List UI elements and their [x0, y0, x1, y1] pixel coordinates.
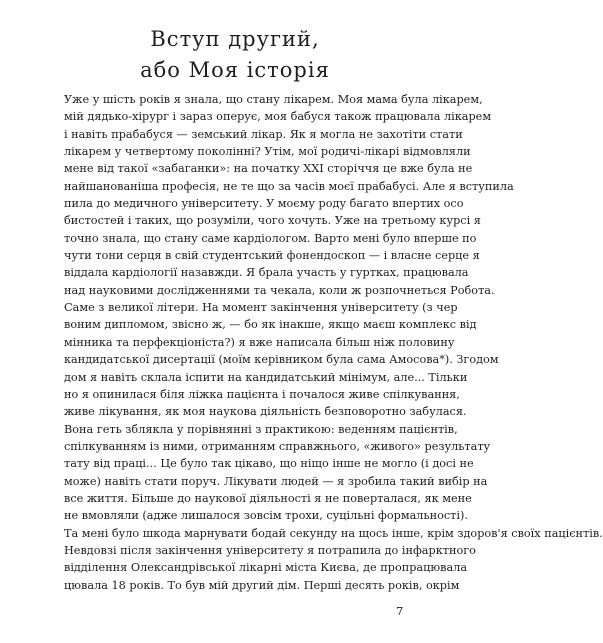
text-line: спілкуванням із ними, отриманням справжнього, «живого» результату	[64, 439, 491, 453]
chapter-title-line-2: або Моя історія	[140, 58, 330, 83]
text-line: бистостей і таких, що розуміли, чого хочуть. Уже на третьому курсі я	[64, 214, 481, 228]
text-line: мене від такої «забаганки»: на початку XXI сторіччя це вже була не	[64, 162, 473, 176]
text-line: Невдовзі після закінчення університету я потрапила до інфарктного	[64, 543, 476, 557]
text-line: мінника та перфекціоніста?) я вже написала більш ніж половину	[64, 335, 455, 349]
text-line: над науковими дослідженнями та чекала, коли ж розпочнеться Робота.	[64, 283, 495, 297]
text-line: Вона геть зблякла у порівнянні з практикою: веденням пацієнтів,	[64, 422, 458, 436]
text-line: дом я навіть склала іспити на кандидатський мінімум, але... Тільки	[64, 370, 468, 384]
text-line: Та мені було шкода марнувати бодай секунду на щось інше, крім здоров'я своїх пацієнтів.	[64, 526, 603, 540]
text-line: точно знала, що стану саме кардіологом. Варто мені було вперше по	[64, 231, 477, 245]
text-line: цювала 18 років. То був мій другий дім. Перші десять років, окрім	[64, 578, 460, 592]
text-line: може) навіть стати поруч. Лікувати людей — я зробила такий вибір на	[64, 474, 488, 488]
chapter-title	[0, 24, 470, 86]
text-line: кандидатської дисертації (моїм керівником була сама Амосова*). Згодом	[64, 353, 499, 367]
page-number: 7	[396, 604, 404, 618]
text-line: не вмовляли (адже лишалося зовсім трохи, суцільні формальності).	[64, 509, 468, 523]
text-line: живе лікування, як моя наукова діяльність безповоротно забулася.	[64, 405, 467, 419]
text-line: чути тони серця в свій студентський фонендоскоп — і власне серце я	[64, 249, 480, 263]
text-line: тату від праці... Це було так цікаво, що ніщо інше не могло (і досі не	[64, 457, 474, 471]
text-line: віддала кардіології назавжди. Я брала участь у гуртках, працювала	[64, 266, 469, 280]
body-text	[64, 91, 603, 594]
chapter-title-line-1: Вступ другий,	[150, 27, 320, 52]
text-line: Саме з великої літери. На момент закінчення університету (з чер	[64, 301, 458, 315]
text-line: найшанованіша професія, не те що за часів моєї прабабусі. Але я вступила	[64, 179, 514, 193]
text-line: пила до медичного університету. У моєму роду багато впертих осо	[64, 197, 464, 211]
text-line: все життя. Більше до наукової діяльності я не поверталася, як мене	[64, 491, 472, 505]
text-line: Уже у шість років я знала, що стану лікарем. Моя мама була лікарем,	[64, 93, 483, 106]
text-line: мій дядько-хірург і зараз оперує, моя бабуся також працювала лікарем	[64, 110, 492, 124]
text-line: лікарем у четвертому поколінні? Утім, мої родичі-лікарі відмовляли	[64, 145, 471, 159]
text-line: воним дипломом, звісно ж, — бо як інакше, якщо маєш комплекс від	[64, 318, 477, 332]
text-line: відділення Олександрівської лікарні міста Києва, де пропрацювала	[64, 561, 468, 575]
text-line: і навіть прабабуся — земський лікар. Як я могла не захотіти стати	[64, 127, 463, 141]
text-line: но я опинилася біля ліжка пацієнта і почалося живе спілкування,	[64, 387, 460, 401]
